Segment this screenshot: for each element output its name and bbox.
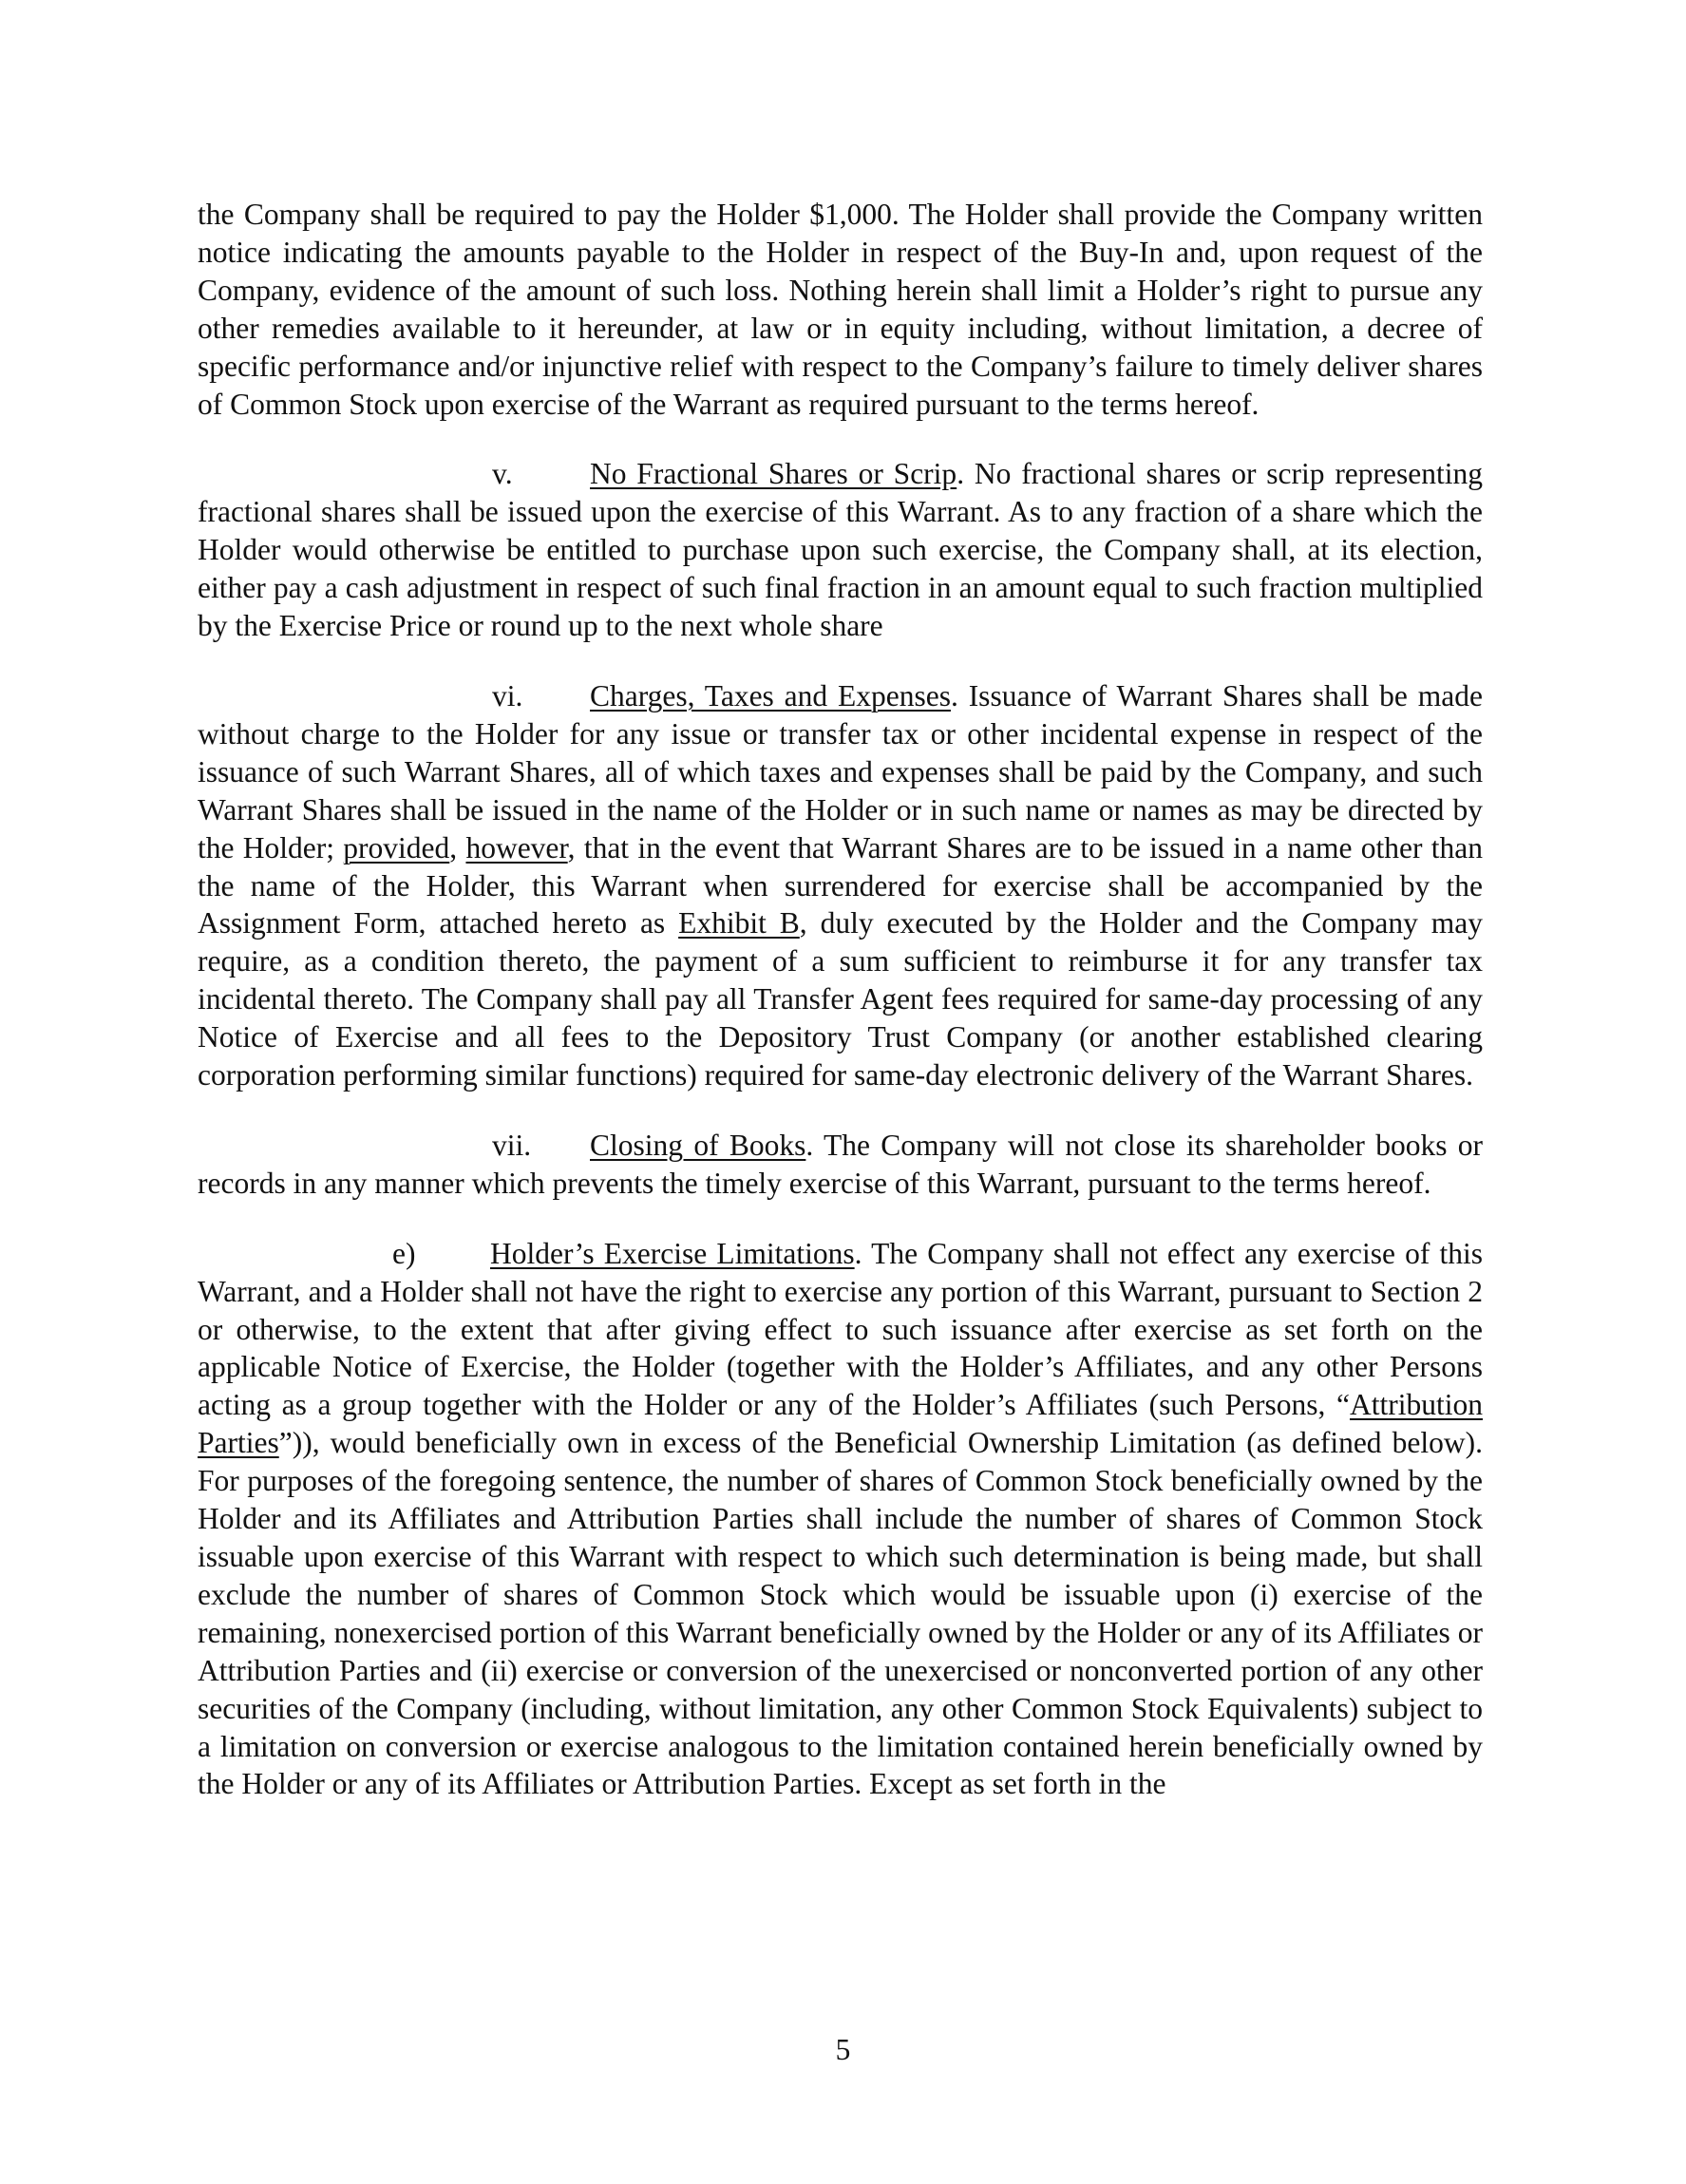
section-body: . No fractional shares or scrip representing fractional shares shall be issued upon the exercise of this Warrant. As to any fraction of a share which the Holder would otherwise be entitled to purchase upon such exercise, the Company shall, at its election, either pay a cash adjustment in respect of such final fraction in an amount equal to such fraction multiplied by the Exercise Price or round up to the next whole share — [198, 457, 1483, 643]
provided-term: provided — [343, 830, 450, 864]
section-heading: Charges, Taxes and Expenses — [590, 678, 951, 712]
page-number: 5 — [835, 2033, 851, 2066]
defined-term: Attribution Parties — [198, 1388, 1483, 1460]
however-term: however — [465, 830, 568, 864]
comma: , — [449, 830, 466, 864]
section-body: , that in the event that Warrant Shares are to be issued in a name other than the name of the Holder, this Warrant when surrendered for exercise shall be accompanied by the Assignment Form, attached hereto as — [198, 830, 1483, 940]
section-heading: Holder’s Exercise Limitations — [490, 1236, 855, 1270]
paragraph-vi-charges-taxes — [198, 677, 1483, 1094]
paragraph-vii-closing-of-books — [198, 1127, 1483, 1203]
section-heading: No Fractional Shares or Scrip — [590, 457, 957, 491]
section-number: vii. — [492, 1128, 532, 1162]
section-number: v. — [492, 457, 513, 491]
section-body: ”)), would beneficially own in excess of the Beneficial Ownership Limitation (as defined below). For purposes of the foregoing sentence, the number of shares of Common Stock beneficially owned by the Holder and its Affiliates and Attribution Parties shall include the number of shares of Common Stock issuable upon exercise of this Warrant with respect to which such determination is being made, but shall exclude the number of shares of Common Stock which would be issuable upon (i) exercise of the remaining, nonexercised portion of this Warrant beneficially owned by the Holder or any of its Affiliates or Attribution Parties and (ii) exercise or conversion of the unexercised or nonconverted portion of any other securities of the Company (including, without limitation, any other Common Stock Equivalents) subject to a limitation on conversion or exercise analogous to the limitation contained herein beneficially owned by the Holder or any of its Affiliates or Attribution Parties. Except as set forth in the — [198, 1426, 1483, 1801]
section-number: vi. — [492, 678, 523, 712]
paragraph-buyin-continuation: the Company shall be required to pay the Holder $1,000. The Holder shall provide the Company written notice indicating the amounts payable to the Holder in respect of the Buy-In and, upon request of the Company, evidence of the amount of such loss. Nothing herein shall limit a Holder’s right to pursue any other remedies available to it hereunder, at law or in equity including, without limitation, a decree of specific performance and/or injunctive relief with respect to the Company’s failure to timely deliver shares of Common Stock upon exercise of the Warrant as required pursuant to the terms hereof. — [198, 198, 1483, 421]
section-body: . Issuance of Warrant Shares shall be made without charge to the Holder for any issue or transfer tax or other incidental expense in respect of the issuance of such Warrant Shares, all of which taxes and expenses shall be paid by the Company, and such Warrant Shares shall be issued in the name of the Holder or in such name or names as may be directed by the Holder; — [198, 678, 1483, 864]
section-heading: Closing of Books — [590, 1128, 806, 1162]
section-body: . The Company shall not effect any exercise of this Warrant, and a Holder shall not have the right to exercise any portion of this Warrant, pursuant to Section 2 or otherwise, to the extent that after giving effect to such issuance after exercise as set forth on the applicable Notice of Exercise, the Holder (together with the Holder’s Affiliates, and any other Persons acting as a group together with the Holder or any of the Holder’s Affiliates (such Persons, “ — [198, 1236, 1483, 1422]
section-body: . The Company will not close its shareholder books or records in any manner which prevents the timely exercise of this Warrant, pursuant to the terms hereof. — [198, 1128, 1483, 1200]
section-number: e) — [392, 1236, 416, 1270]
section-body: , duly executed by the Holder and the Company may require, as a condition thereto, the payment of a sum sufficient to reimburse it for any transfer tax incidental thereto. The Company shall pay all Transfer Agent fees required for same-day processing of any Notice of Exercise and all fees to the Depository Trust Company (or another established clearing corporation performing similar functions) required for same-day electronic delivery of the Warrant Shares. — [198, 906, 1484, 1092]
document-page — [198, 196, 1483, 1803]
exhibit-reference: Exhibit B — [678, 906, 800, 940]
paragraph-v-no-fractional-shares — [198, 455, 1483, 645]
paragraph-e-exercise-limitations — [198, 1235, 1483, 1804]
